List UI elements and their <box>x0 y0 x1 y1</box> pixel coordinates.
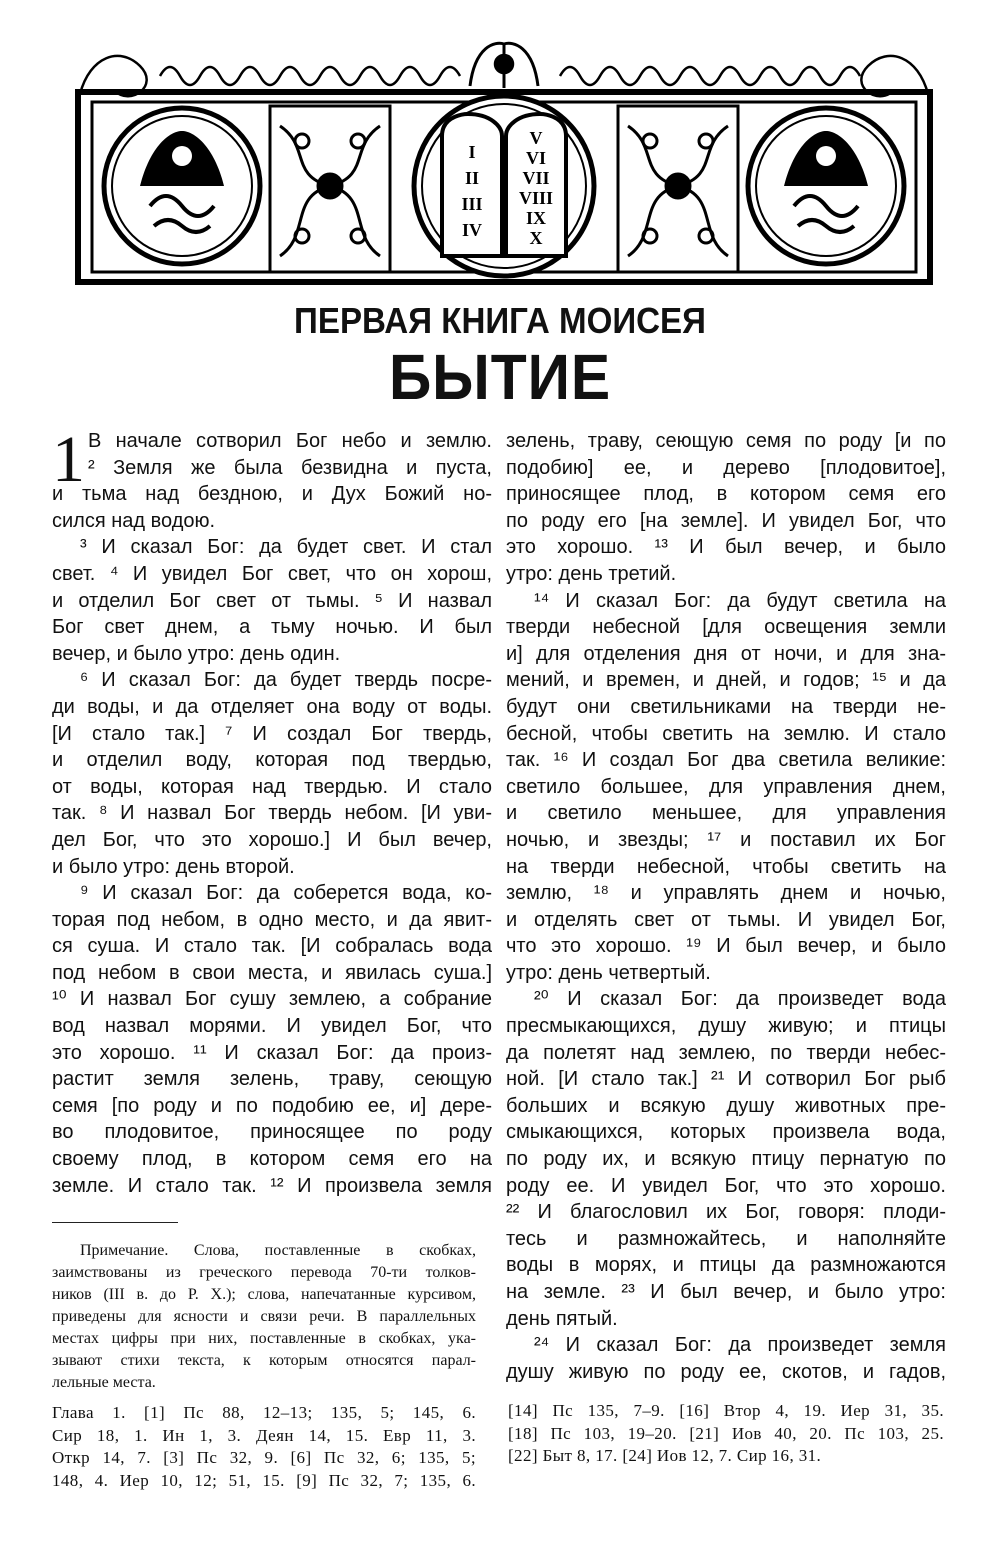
verse-line: вечер, и было утро: день один. <box>52 642 341 665</box>
verse-line: воды в морях, и птицы да размножаются <box>506 1254 946 1277</box>
tablet-numeral: II <box>464 168 480 188</box>
reference-line: Откр 14, 7. [3] Пс 32, 9. [6] Пс 32, 6; 135, 5; <box>52 1448 476 1467</box>
verse-line: ⁹ И сказал Бог: да соберется вода, ко- <box>80 882 492 905</box>
verse-line: и тьма над бездною, и Дух Божий но- <box>52 483 492 506</box>
verse-line: так. ¹⁶ И создал Бог два светила великие: <box>506 749 946 772</box>
verse-line: ²⁰ И сказал Бог: да произведет вода <box>534 988 946 1011</box>
vine-panel-left <box>270 106 390 272</box>
verse-line: светило большее, для управления днем, <box>506 775 946 798</box>
verse-line: это хорошо. ¹³ И был вечер, и было <box>506 536 946 559</box>
footnote-line: зывают стихи текста, к которым относятся парал- <box>52 1352 476 1369</box>
verse-line: больших и всякую душу животных пре- <box>506 1094 946 1117</box>
verse-line: земле. И стало так. ¹² И произвела земля <box>52 1174 492 1197</box>
footnote-line: заимствованы из греческого перевода 70-ти толков- <box>52 1264 476 1281</box>
tablet-numeral: III <box>461 194 483 214</box>
verse-line: и светило меньшее, для управления <box>506 802 946 825</box>
reference-line: Глава 1. [1] Пс 88, 12–13; 135, 5; 145, 6. <box>52 1403 476 1422</box>
footnote-rule <box>52 1222 178 1223</box>
verse-line: на тверди небесной, чтобы светить на <box>506 855 946 878</box>
verse-line: утро: день четвертый. <box>506 961 711 984</box>
verse-line: душу живую по роду ее, скотов, и гадов, <box>506 1360 946 1383</box>
verse-line: и было утро: день второй. <box>52 855 295 878</box>
verse-line: это хорошо. ¹¹ И сказал Бог: да произ- <box>52 1041 492 1064</box>
verse-line: ²⁴ И сказал Бог: да произведет земля <box>534 1334 946 1357</box>
tablets-medallion <box>414 96 594 276</box>
reference-line: [22] Быт 8, 17. [24] Иов 12, 7. Сир 16, 31. <box>508 1446 822 1465</box>
verse-line: да полетят над землею, по тверди небес- <box>506 1041 946 1064</box>
verse-line: вод назвал морями. И увидел Бог, что <box>52 1015 492 1038</box>
verse-line: и] для отделения дня от ночи, и для зна- <box>506 642 946 665</box>
verse-line: дел Бог, что это хорошо.] И был вечер, <box>52 828 492 851</box>
verse-line: ²² И благословил их Бог, говоря: плоди- <box>506 1201 946 1224</box>
verse-line: на земле. ²³ И был вечер, и было утро: <box>506 1281 946 1303</box>
verse-line: по роду их, и всякую птицу пернатую по <box>506 1148 946 1171</box>
verse-line: так. ⁸ И назвал Бог твердь небом. [И уви- <box>52 802 492 825</box>
footnote-line: лельные места. <box>52 1374 156 1391</box>
verse-line: сился над водою. <box>52 509 216 532</box>
tablet-numeral: I <box>468 142 476 162</box>
reference-line: Сир 18, 1. Ин 1, 3. Деян 14, 15. Евр 11, 3. <box>52 1425 476 1445</box>
verse-line: В начале сотворил Бог небо и землю. <box>88 430 492 452</box>
verse-line: ди воды, и да отделяет она воду от воды. <box>52 695 492 718</box>
verse-line: ² Земля же была безвидна и пуста, <box>88 456 492 479</box>
verse-line: [И стало так.] ⁷ И создал Бог твердь, <box>52 722 492 745</box>
verse-line: будут они светильниками на тверди не- <box>506 695 946 718</box>
references-right <box>508 1400 944 1468</box>
verse-line: торая под небом, в одно место, и да явит- <box>52 908 492 931</box>
book-name: БЫТИЕ <box>388 341 612 413</box>
verse-line: ночью, и звезды; ¹⁷ и поставил их Бог <box>506 828 946 851</box>
book-title: ПЕРВАЯ КНИГА МОИСЕЯ <box>294 300 706 341</box>
footnote <box>52 1240 476 1394</box>
tablet-numeral: VII <box>522 168 550 188</box>
reference-line: [14] Пс 135, 7–9. [16] Втор 4, 19. Иер 31, 35. <box>508 1401 944 1420</box>
tablet-numeral: V <box>529 128 543 148</box>
right-medallion <box>748 108 904 264</box>
reference-line: 148, 4. Иер 10, 12; 51, 15. [9] Пс 32, 7; 135, 6. <box>52 1470 476 1490</box>
verse-line: ся суша. И стало так. [И собралась вода <box>52 935 492 958</box>
verse-line: землю, ¹⁸ и управлять днем и ночью, <box>506 882 946 905</box>
verse-line: Бог свет днем, а тьму ночью. И был <box>52 616 492 639</box>
verse-line: и отделять свет от тьмы. И увидел Бог, <box>506 908 946 931</box>
verse-line: свет. ⁴ И увидел Бог свет, что он хорош, <box>52 562 492 585</box>
tablet-numeral: X <box>529 228 543 248</box>
verse-line: смыкающихся, которых произвела вода, <box>506 1121 946 1144</box>
chapter-number: 1 <box>52 423 85 496</box>
tablet-numeral: IX <box>525 208 547 228</box>
reference-line: [18] Пс 103, 19–20. [21] Иов 40, 20. Пс 103, 25. <box>508 1423 944 1443</box>
verse-line: и отделил Бог свет от тьмы. ⁵ И назвал <box>52 589 492 612</box>
verse-line: роду ее. И увидел Бог, что это хорошо. <box>506 1174 946 1197</box>
verse-line: от воды, которая над твердью. И стало <box>52 775 492 798</box>
left-medallion <box>104 108 260 264</box>
verse-line: под небом в свои места, и явилась суша.] <box>52 961 492 984</box>
verse-line: день пятый. <box>506 1307 618 1330</box>
tablet-numeral: VI <box>525 148 547 168</box>
tablet-numeral: IV <box>461 220 483 240</box>
verse-line: ¹⁰ И назвал Бог сушу землею, а собрание <box>52 988 492 1011</box>
verse-line: приносящее плод, в котором семя его <box>506 483 946 506</box>
verse-line: тесь и размножайтесь, и наполняйте <box>506 1227 946 1250</box>
footnote-line: приведены для ясности и связи речи. В параллельных <box>52 1308 476 1325</box>
verse-line: подобию] ее, и дерево [плодовитое], <box>506 456 946 479</box>
verse-line: ¹⁴ И сказал Бог: да будут светила на <box>534 589 946 612</box>
header-ornament <box>70 36 938 288</box>
text-column-right <box>506 428 946 1385</box>
footnote-line: местах цифры при них, поставленные в скобках, ука- <box>52 1330 476 1347</box>
verse-line: ³ И сказал Бог: да будет свет. И стал <box>80 536 492 559</box>
verse-line: тверди небесной [для освещения земли <box>506 616 946 639</box>
verse-line: пресмыкающихся, душу живую; и птицы <box>506 1015 946 1038</box>
verse-line: зелень, траву, сеющую семя по роду [и по <box>506 430 946 452</box>
footnote-line: Примечание. Слова, поставленные в скобках, <box>80 1242 476 1259</box>
text-column-left <box>52 423 492 1199</box>
verse-line: и отделил воду, которая под твердью, <box>52 749 492 772</box>
references-left <box>52 1402 476 1492</box>
verse-line: во плодовитое, приносящее по роду <box>52 1121 492 1144</box>
verse-line: мений, и времен, и дней, и годов; ¹⁵ и да <box>506 669 946 692</box>
verse-line: по роду его [на земле]. И увидел Бог, что <box>506 509 946 532</box>
verse-line: утро: день третий. <box>506 562 677 585</box>
verse-line: бесной, чтобы светить на землю. И стало <box>506 722 946 745</box>
verse-line: семя [по роду и по подобию ее, и] дере- <box>52 1094 492 1117</box>
verse-line: ной. [И стало так.] ²¹ И сотворил Бог рыб <box>506 1068 946 1091</box>
footnote-line: ников (III в. до Р. Х.); слова, напечатанные курсивом, <box>52 1286 476 1303</box>
verse-line: что это хорошо. ¹⁹ И был вечер, и было <box>506 935 946 958</box>
verse-line: растит земля зелень, траву, сеющую <box>52 1068 492 1091</box>
verse-line: ⁶ И сказал Бог: да будет твердь посре- <box>80 669 492 692</box>
vine-panel-right <box>618 106 738 272</box>
tablet-numeral: VIII <box>518 188 554 208</box>
verse-line: своему плод, в котором семя его на <box>52 1148 492 1171</box>
ornament-frieze <box>80 43 928 96</box>
